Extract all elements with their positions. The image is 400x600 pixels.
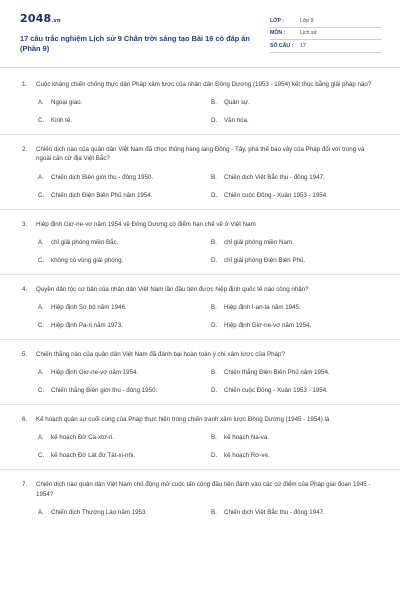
option-letter: A.	[38, 304, 44, 312]
option-letter: A.	[38, 369, 44, 377]
logo-tld: .vn	[51, 18, 61, 24]
question-text: Kế hoạch quân sự cuối cùng của Pháp thực hiện trong chiến tranh xâm lược Đông Dương (1945 - 1954) là	[36, 416, 330, 424]
option-letter: C.	[38, 322, 45, 330]
answer-option[interactable]	[38, 451, 211, 460]
answer-option[interactable]	[38, 98, 211, 107]
question-line	[22, 285, 378, 294]
site-logo[interactable]	[20, 12, 265, 28]
option-letter: B.	[211, 369, 217, 377]
question-text: Cuộc kháng chiến chống thực dân Pháp xâm lược của nhân dân Đông Dương (1953 - 1954) kết thúc bằng giải pháp nào?	[36, 81, 372, 88]
answer-options	[22, 508, 378, 517]
answer-option[interactable]	[211, 386, 384, 395]
option-letter: B.	[211, 238, 217, 246]
question-separator	[0, 339, 400, 340]
option-text: Chiến dịch Điện Biên Phủ năm 1954.	[51, 191, 153, 199]
option-letter: B.	[211, 508, 217, 516]
info-row-class	[270, 15, 382, 28]
question-separator	[0, 134, 400, 135]
answer-option[interactable]	[211, 433, 384, 442]
option-text: Hiệp định Giơ-ne-vơ năm 1954.	[224, 322, 312, 330]
option-text: Hiệp định Pa-ri năm 1973.	[51, 322, 123, 330]
answer-option[interactable]	[211, 508, 384, 517]
answer-option[interactable]	[38, 173, 211, 182]
question-separator	[0, 274, 400, 275]
question-text: Hiệp định Giơ-ne-vơ năm 1954 về Đông Dương có điểm hạn chế về ở Việt Nam	[36, 220, 256, 228]
answer-option[interactable]	[38, 191, 211, 200]
answer-options	[22, 303, 378, 330]
option-text: chỉ giải phóng miền Bắc.	[51, 238, 119, 246]
question-number: 2.	[22, 146, 28, 154]
answer-option[interactable]	[38, 303, 211, 312]
option-letter: B.	[211, 434, 217, 442]
info-value: Lớp 9	[300, 17, 314, 24]
question-line	[22, 80, 378, 89]
option-letter: A.	[38, 173, 44, 181]
question-text: Chiến thắng nào của quân dân Việt Nam đã đánh bại hoàn toàn ý chí xâm lược của Pháp?	[36, 351, 285, 359]
answer-option[interactable]	[211, 191, 384, 200]
answer-option[interactable]	[38, 321, 211, 330]
option-text: Quân sự.	[224, 99, 250, 107]
answer-option[interactable]	[38, 256, 211, 265]
question-item	[22, 480, 378, 516]
option-letter: A.	[38, 508, 44, 516]
page-header	[0, 0, 400, 64]
question-separator	[0, 209, 400, 210]
option-letter: B.	[211, 99, 217, 107]
option-letter: D.	[211, 191, 218, 199]
answer-option[interactable]	[211, 451, 384, 460]
answer-option[interactable]	[38, 433, 211, 442]
question-list	[0, 68, 400, 517]
answer-option[interactable]	[211, 98, 384, 107]
question-text: Quyền dân tộc cơ bản của nhân dân Việt Nam lần đầu tiên được hiệp định quốc tế nào công nhận?	[36, 285, 309, 293]
answer-option[interactable]	[38, 116, 211, 125]
option-text: không có vùng giải phóng.	[51, 256, 124, 264]
answer-option[interactable]	[211, 368, 384, 377]
question-separator	[0, 469, 400, 470]
question-number: 5.	[22, 351, 28, 359]
option-text: Hiệp định Giơ-ne-vơ năm 1954.	[51, 369, 139, 377]
option-letter: C.	[38, 452, 45, 460]
header-left	[20, 12, 265, 54]
option-text: Chiến dịch Thượng Lào năm 1953.	[51, 508, 148, 516]
question-text: Chiến dịch nào của quân dân Việt Nam đã chọc thủng hàng lang Đông - Tây, phá thế bao vây của Pháp đối với trong và ngoài căn cứ địa Việt Bắc?	[36, 146, 365, 163]
answer-option[interactable]	[211, 321, 384, 330]
answer-options	[22, 368, 378, 395]
option-text: chỉ giải phóng miền Nam.	[224, 238, 294, 246]
question-number: 3.	[22, 220, 28, 228]
option-text: Ngoại giao.	[51, 99, 83, 107]
answer-option[interactable]	[211, 256, 384, 265]
question-item	[22, 285, 378, 340]
question-line	[22, 220, 378, 229]
answer-options	[22, 238, 378, 265]
info-row-count	[270, 40, 382, 53]
option-letter: A.	[38, 238, 44, 246]
answer-option[interactable]	[38, 238, 211, 247]
option-letter: D.	[211, 256, 218, 264]
question-number: 4.	[22, 285, 28, 293]
option-letter: D.	[211, 387, 218, 395]
document-title: 17 câu trắc nghiệm Lịch sử 9 Chân trời sáng tạo Bài 16 có đáp án (Phần 9)	[20, 34, 250, 53]
option-letter: D.	[211, 117, 218, 125]
option-text: Kinh tế.	[51, 117, 72, 125]
info-value: 17	[300, 42, 306, 49]
option-letter: B.	[211, 173, 217, 181]
info-table	[270, 15, 382, 54]
question-number: 7.	[22, 481, 28, 489]
option-letter: C.	[38, 256, 45, 264]
answer-options	[22, 173, 378, 200]
option-text: Chiến cuộc Đông - Xuân 1953 - 1954.	[224, 191, 328, 199]
info-row-subject	[270, 28, 382, 41]
answer-option[interactable]	[211, 303, 384, 312]
option-text: Văn hóa.	[224, 117, 249, 125]
answer-option[interactable]	[38, 508, 211, 517]
option-letter: C.	[38, 387, 45, 395]
option-text: Chiến thắng Điện Biên Phủ năm 1954.	[224, 369, 330, 377]
question-number: 6.	[22, 416, 28, 424]
question-item	[22, 350, 378, 405]
question-item	[22, 415, 378, 470]
info-label: LỚP :	[270, 17, 285, 24]
question-number: 1.	[22, 81, 28, 88]
question-item	[22, 80, 378, 135]
option-text: Chiến dịch Biên giới thu - đông 1950.	[51, 173, 154, 181]
question-line	[22, 480, 378, 498]
question-line	[22, 145, 378, 163]
question-item	[22, 145, 378, 209]
option-text: Chiến dịch Việt Bắc thu - đông 1947.	[224, 173, 325, 181]
info-value: Lịch sử	[300, 30, 318, 37]
question-item	[22, 220, 378, 275]
answer-options	[22, 433, 378, 460]
option-text: chỉ giải phóng Điện Biên Phủ.	[224, 256, 306, 264]
info-label: SỐ CÂU :	[270, 42, 294, 49]
option-letter: D.	[211, 322, 218, 330]
option-letter: A.	[38, 99, 44, 107]
option-text: Chiến thắng Biên giới thu - đông 1950.	[51, 387, 158, 395]
option-text: Chiến cuộc Đông - Xuân 1953 - 1954.	[224, 387, 328, 395]
option-text: kế hoạch Đờ Lát đơ Tát-xi-nhi.	[51, 452, 136, 460]
option-text: Hiệp định I-an-ta năm 1945.	[224, 304, 301, 312]
question-separator	[0, 404, 400, 405]
option-letter: B.	[211, 304, 217, 312]
logo-text: 2048	[20, 12, 52, 25]
option-text: kế hoạch Rơ-ve.	[224, 452, 270, 460]
question-text: Chiến dịch nào quân dân Việt Nam chủ động mở cuộc tấn công đầu tiên đánh vào các cứ điểm của Pháp giai đoạn 1945 - 1954?	[36, 481, 371, 498]
option-letter: C.	[38, 191, 45, 199]
option-text: Hiệp định Sơ bộ năm 1946.	[51, 304, 127, 312]
answer-options	[22, 98, 378, 125]
option-letter: C.	[38, 117, 45, 125]
option-letter: D.	[211, 452, 218, 460]
answer-option[interactable]	[38, 386, 211, 395]
answer-option[interactable]	[211, 238, 384, 247]
option-text: kế hoạch Đờ Ca-xtơ-ri.	[51, 434, 115, 442]
answer-option[interactable]	[211, 116, 384, 125]
question-line	[22, 415, 378, 424]
answer-option[interactable]	[38, 368, 211, 377]
option-text: Chiến dịch Việt Bắc thu - đông 1947.	[224, 508, 325, 516]
answer-option[interactable]	[211, 173, 384, 182]
info-label: MÔN :	[270, 30, 286, 37]
option-letter: A.	[38, 434, 44, 442]
question-line	[22, 350, 378, 359]
option-text: kế hoạch Na-va.	[224, 434, 270, 442]
